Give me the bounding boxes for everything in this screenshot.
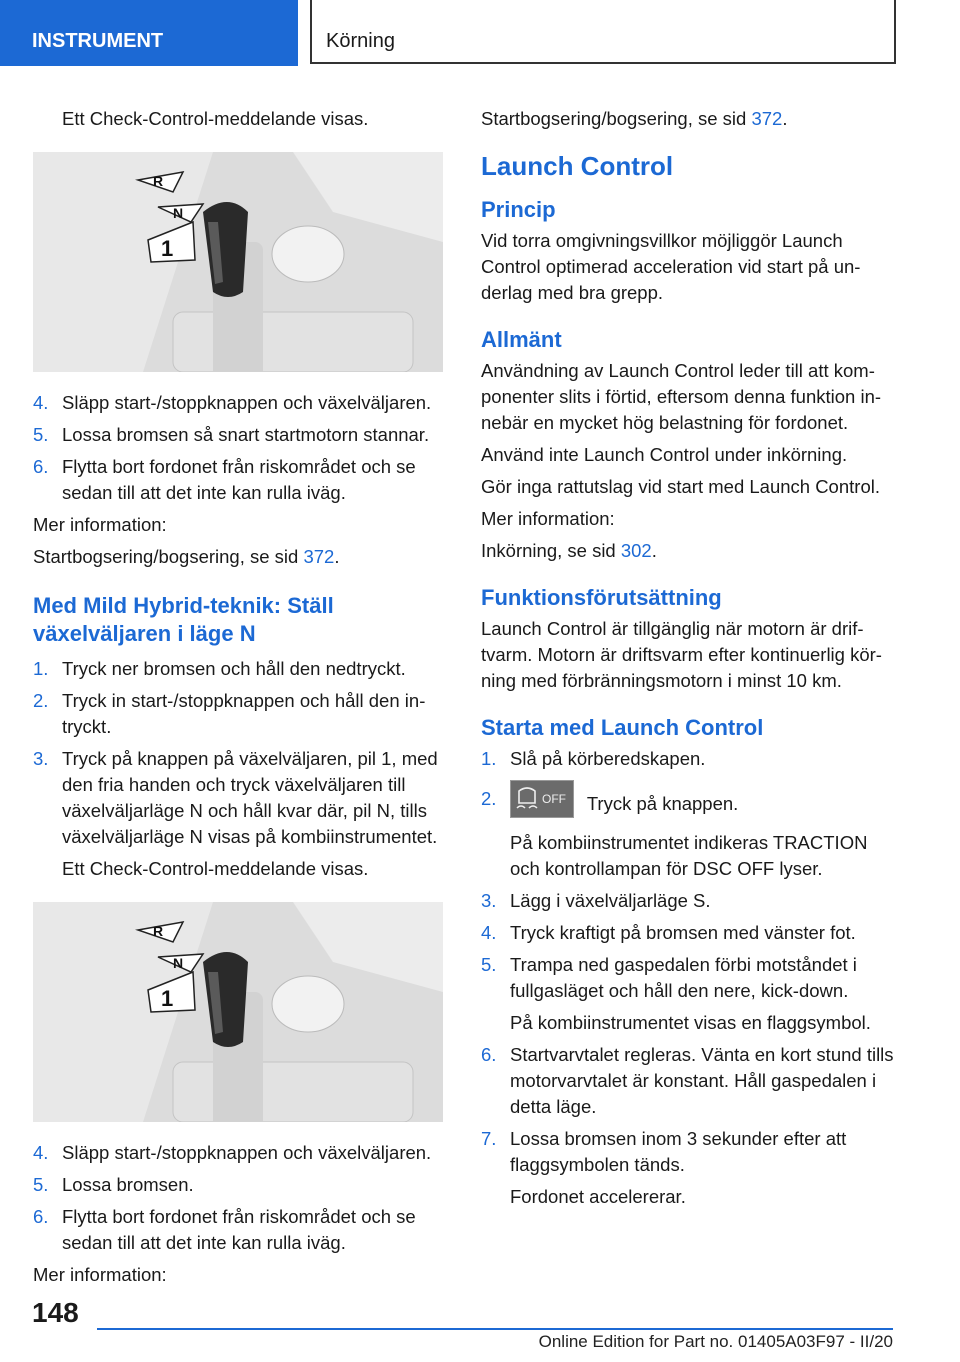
heading-start: Starta med Launch Control bbox=[481, 715, 764, 740]
more-info-label: Mer information: bbox=[33, 514, 167, 535]
page-number: 148 bbox=[32, 1297, 79, 1328]
check-control-note: Ett Check-Control-meddelande visas. bbox=[62, 858, 369, 879]
page-link-372[interactable]: 372 bbox=[303, 546, 335, 567]
principle-text: Vid torra omgivningsvillkor möjliggör Launch Control optimerad acceleration vid start på underlag med bra grepp. bbox=[481, 230, 861, 303]
launch-steps-list bbox=[481, 1042, 901, 1178]
more-info-label: Mer information: bbox=[33, 1264, 167, 1285]
gear-selector-figure bbox=[33, 902, 443, 1122]
heading-general: Allmänt bbox=[481, 327, 562, 352]
reference-towing: Startbogsering/bogsering, se sid 372. bbox=[481, 108, 788, 129]
reference-towing: Startbogsering/bogsering, se sid 372. bbox=[33, 546, 340, 567]
label-n: N bbox=[173, 955, 184, 971]
heading-principle: Princip bbox=[481, 197, 556, 222]
general-text: Användning av Launch Control leder till att komponenter slits i förtid, eftersom denna funktion innebär en mycket hög belastning för fordonet. bbox=[481, 360, 882, 433]
list-item: 4. Släpp start-/stoppknappen och växelväljaren. bbox=[33, 1142, 432, 1163]
list-item: 2. OFF Tryck på knappen. bbox=[481, 786, 901, 824]
launch-steps-list bbox=[481, 746, 901, 824]
steps-list-a bbox=[33, 390, 443, 506]
more-info-label: Mer information: bbox=[481, 508, 615, 529]
general-text: Använd inte Launch Control under inkörning. bbox=[481, 444, 848, 465]
heading-requirements: Funktionsförutsättning bbox=[481, 585, 722, 610]
reference-break-in: Inkörning, se sid 302. bbox=[481, 540, 657, 561]
label-1: 1 bbox=[161, 986, 174, 1011]
page-link-372[interactable]: 372 bbox=[751, 108, 783, 129]
general-text: Gör inga rattutslag vid start med Launch Control. bbox=[481, 476, 880, 497]
footer-divider bbox=[97, 1328, 893, 1330]
list-item: 1. Tryck ner bromsen och håll den nedtryckt. bbox=[33, 658, 406, 679]
list-item: 6. Startvarvtalet regleras. Vänta en kort stund tills motorvarvtalet är konstant. Håll gaspedalen i detta läge. bbox=[481, 1044, 894, 1117]
list-item: 5. Trampa ned gaspedalen förbi motståndet i fullgasläget och håll den nere, kick-down. bbox=[481, 954, 857, 1001]
launch-steps-list bbox=[481, 888, 901, 1004]
list-item: 5. Lossa bromsen så snart startmotorn stannar. bbox=[33, 424, 430, 445]
label-n: N bbox=[173, 205, 184, 221]
list-item: 1. Slå på körberedskapen. bbox=[481, 748, 706, 769]
label-r: R bbox=[153, 173, 164, 189]
list-item: 6. Flytta bort fordonet från riskområdet och se sedan till att det inte kan rulla iväg. bbox=[33, 1206, 416, 1253]
requirements-text: Launch Control är tillgänglig när motorn är driftvarm. Motorn är driftsvarm efter kontinuerlig körning med förbränningsmotorn i minst 10 km. bbox=[481, 618, 882, 691]
list-item: 5. Lossa bromsen. bbox=[33, 1174, 194, 1195]
off-label: OFF bbox=[542, 792, 566, 806]
dsc-off-button-icon bbox=[510, 780, 574, 818]
steps-list-b bbox=[33, 656, 443, 850]
label-1: 1 bbox=[161, 236, 174, 261]
step-note: På kombiinstrumentet visas en flaggsymbol. bbox=[510, 1012, 871, 1033]
step-note: På kombiinstrumentet indikeras TRACTION och kontrollampan för DSC OFF lyser. bbox=[510, 832, 868, 879]
right-column bbox=[481, 96, 901, 1216]
list-item: 6. Flytta bort fordonet från riskområdet och se sedan till att det inte kan rulla iväg. bbox=[33, 456, 416, 503]
page-header bbox=[0, 0, 960, 66]
footer-edition: Online Edition for Part no. 01405A03F97 - II/20 bbox=[538, 1332, 893, 1351]
left-column bbox=[33, 96, 443, 1294]
list-item: 3. Tryck på knappen på växelväljaren, pil 1, med den fria handen och tryck växelväljaren till växelväljarläge N och håll kvar där, pil N, tills växelväljarläge N visas på kombiinstrumentet. bbox=[33, 748, 438, 847]
section-tab: INSTRUMENT bbox=[0, 0, 298, 66]
list-item: 7. Lossa bromsen inom 3 sekunder efter att flaggsymbolen tänds. bbox=[481, 1128, 847, 1175]
page-link-302[interactable]: 302 bbox=[620, 540, 652, 561]
chapter-title: Körning bbox=[310, 0, 896, 64]
list-item: 4. Släpp start-/stoppknappen och växelväljaren. bbox=[33, 392, 432, 413]
label-r: R bbox=[153, 923, 164, 939]
gear-selector-figure bbox=[33, 152, 443, 372]
step-note: Fordonet accelererar. bbox=[510, 1186, 686, 1207]
check-control-note: Ett Check-Control-meddelande visas. bbox=[62, 108, 369, 129]
list-item: 2. Tryck in start-/stoppknappen och håll den intryckt. bbox=[33, 690, 426, 737]
list-item: 3. Lägg i växelväljarläge S. bbox=[481, 890, 711, 911]
list-item: 4. Tryck kraftigt på bromsen med vänster fot. bbox=[481, 922, 856, 943]
section-title: Launch Control bbox=[481, 151, 674, 181]
heading-mild-hybrid: Med Mild Hybrid-teknik: Ställ växelväljaren i läge N bbox=[33, 593, 334, 646]
steps-list-c bbox=[33, 1140, 443, 1256]
